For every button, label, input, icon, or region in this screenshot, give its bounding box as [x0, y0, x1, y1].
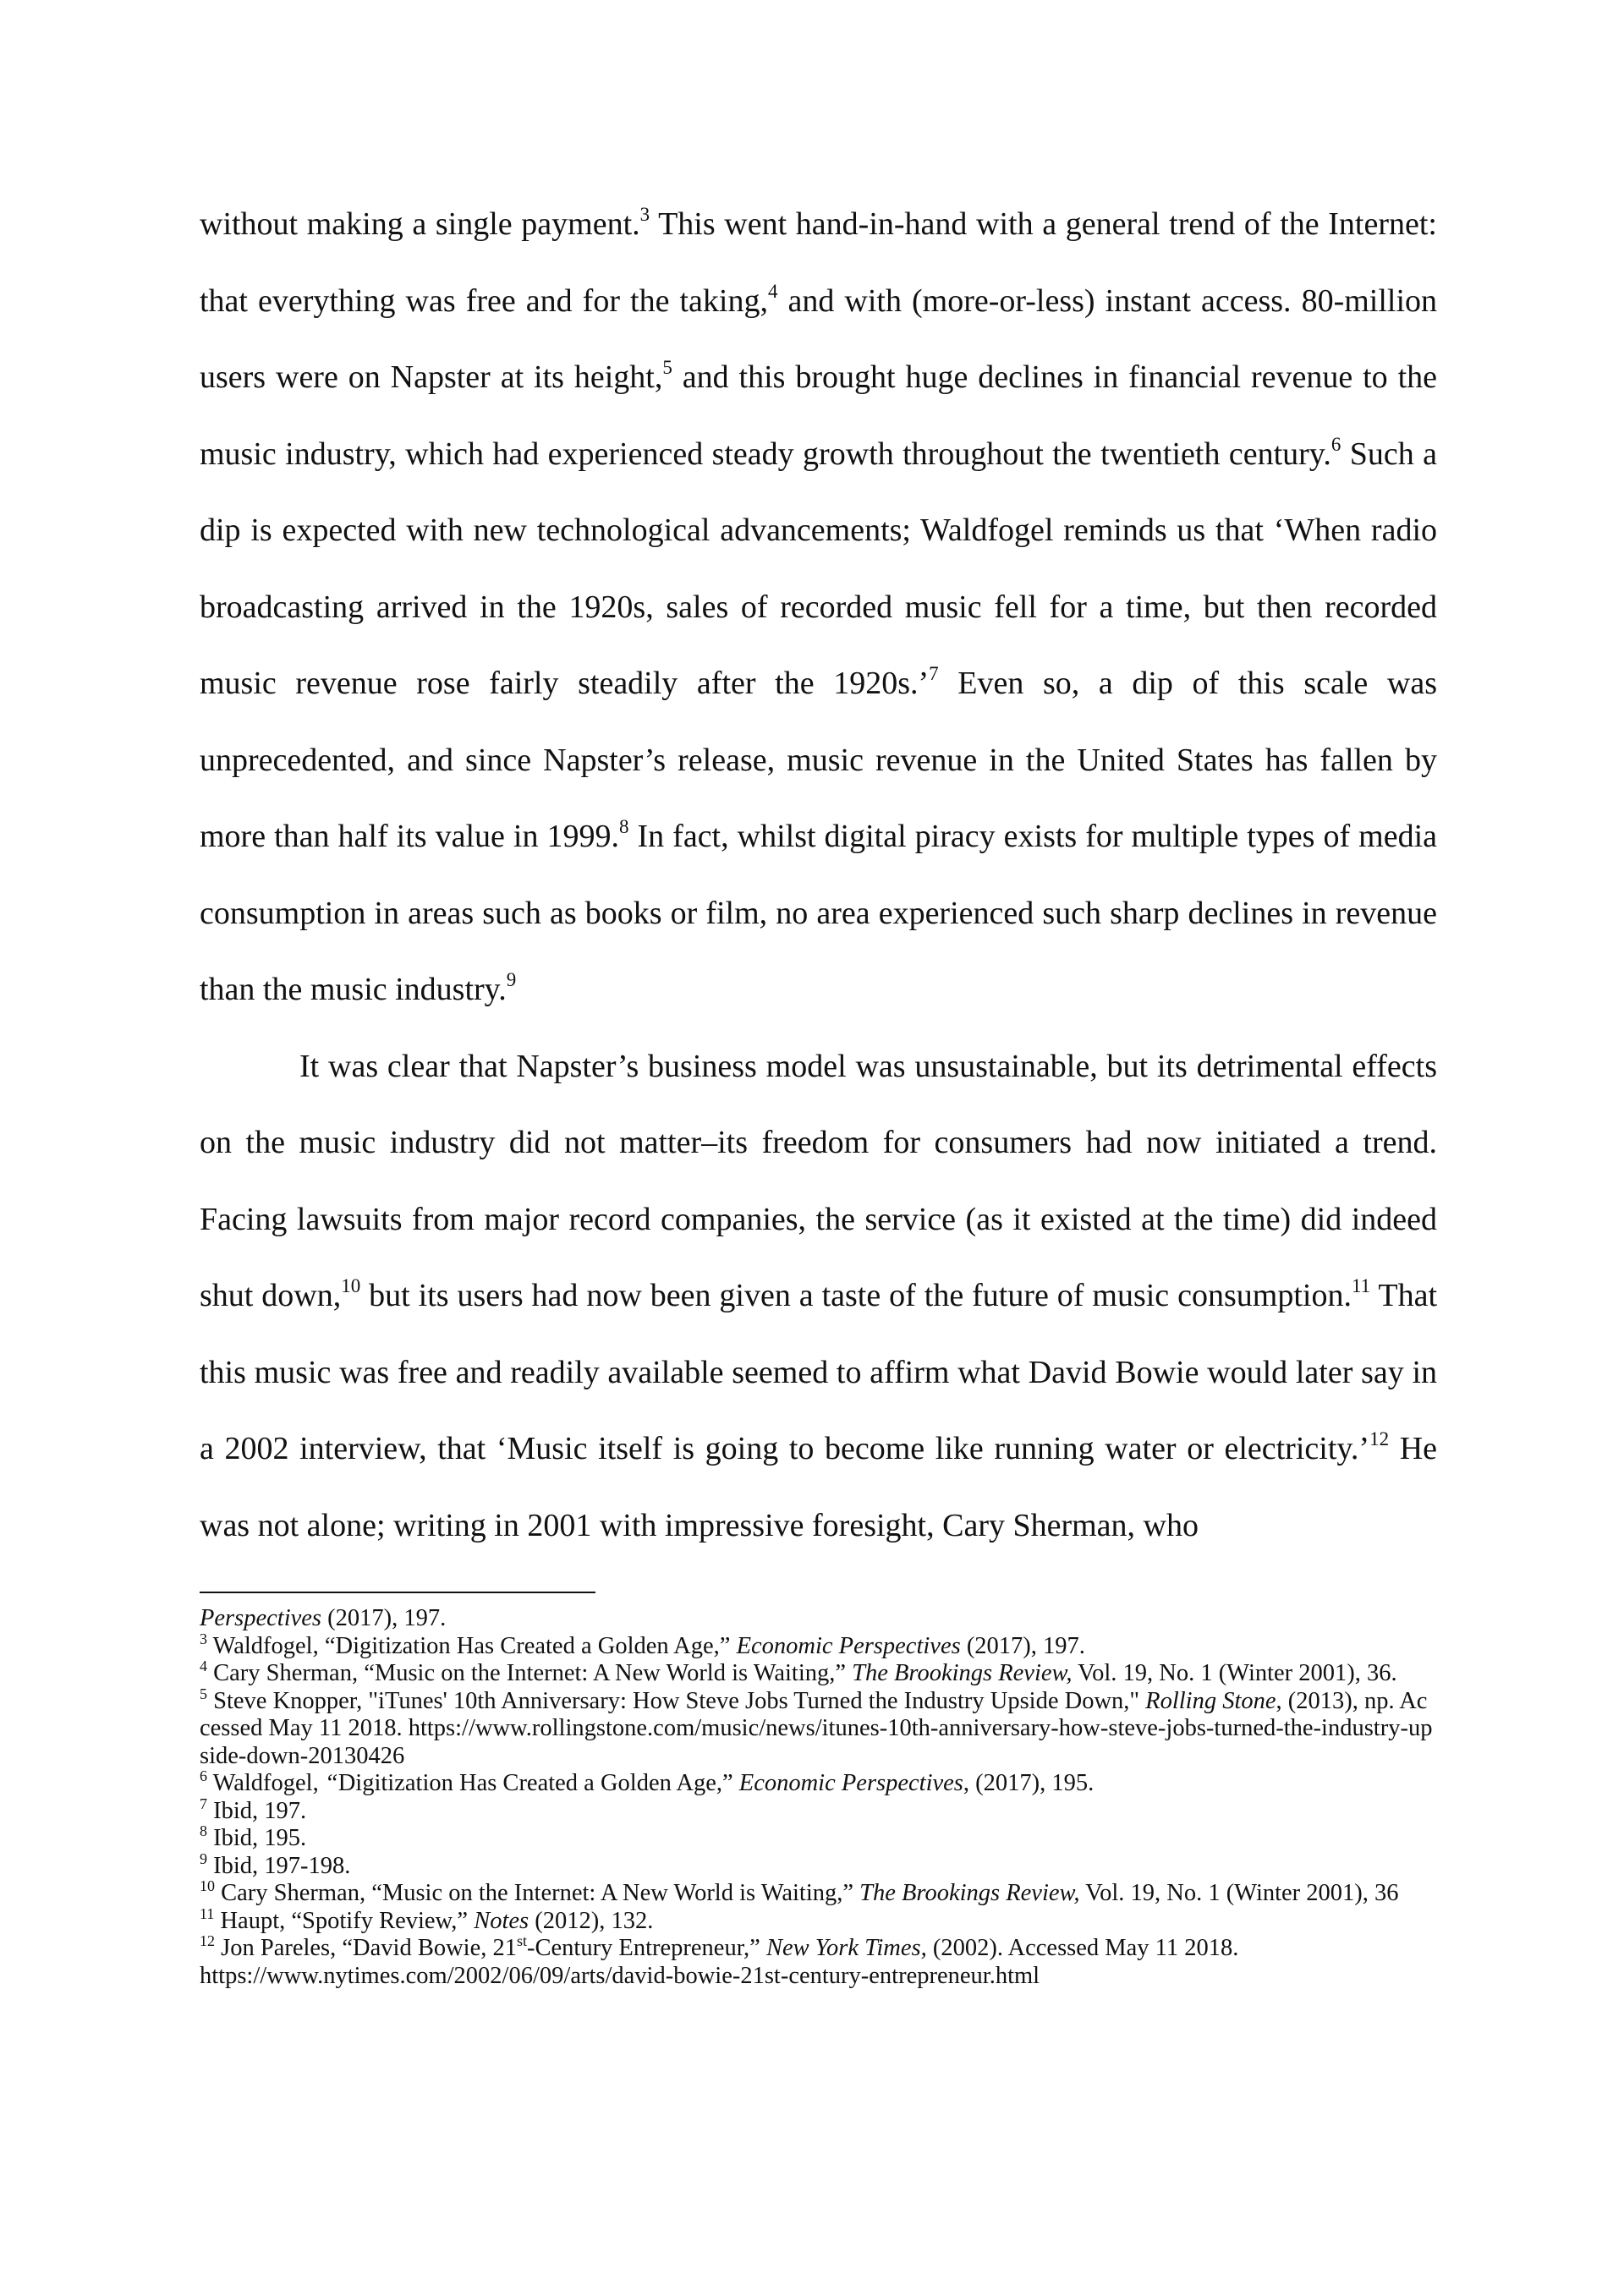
footnote-number: 11	[200, 1904, 215, 1922]
paragraph-1	[200, 186, 1437, 1028]
footnote-11	[200, 1904, 1437, 1936]
footnote-10	[200, 1877, 1437, 1908]
footnote-9	[200, 1849, 1437, 1881]
footnote-ref-4: 4	[767, 280, 778, 302]
footnote-number: 7	[200, 1795, 207, 1812]
text-run: Jon Pareles, “David Bowie, 21	[215, 1935, 517, 1961]
text-run: Steve Knopper, "iTunes' 10th Anniversary: How Steve Jobs Turned the Industry Upside Down,"	[207, 1687, 1146, 1714]
footnote-number: 4	[200, 1658, 207, 1674]
footnote-5	[200, 1685, 1437, 1771]
text-run: Vol. 19, No. 1 (Winter 2001), 36	[1079, 1880, 1399, 1906]
italic-title: The Brookings Review,	[859, 1880, 1080, 1906]
italic-title: Economic Perspectives	[738, 1770, 963, 1796]
ordinal-suffix: st	[516, 1932, 527, 1949]
footnote-8	[200, 1822, 1437, 1853]
footnote-ref-7: 7	[929, 663, 939, 684]
text-run: (2017), 197.	[321, 1605, 447, 1631]
text-run: Ibid, 197.	[207, 1797, 307, 1824]
italic-title: Perspectives	[200, 1605, 322, 1631]
footnote-ref-3: 3	[639, 204, 650, 225]
footnote-ref-11: 11	[1351, 1275, 1371, 1296]
text-run: without making a single payment.	[200, 206, 640, 242]
text-run: Even so, a dip of this scale was unprecedented, and since Napster’s release, music revenue in the United States has fallen by more than half its value in 1999.	[200, 666, 1438, 854]
text-run: and this brought huge declines in financial revenue to the music industry, which had experienced steady growth throughout the twentieth century.	[200, 359, 1437, 472]
text-run: and with (more-or-less) instant access. 80-million users were on Napster at its height,	[200, 282, 1438, 395]
text-run: Cary Sherman, “Music on the Internet: A New World is Waiting,”	[215, 1880, 860, 1906]
text-run: He was not alone; writing in 2001 with impressive foresight, Cary Sherman, who	[200, 1431, 1438, 1543]
italic-quote: “	[324, 1770, 338, 1796]
italic-title: The Brookings Review,	[852, 1660, 1073, 1686]
footnote-number: 8	[200, 1822, 207, 1839]
text-run: (2012), 132.	[529, 1907, 654, 1934]
text-run: That this music was free and readily available seemed to affirm what David Bowie would later say in a 2002 interview, that ‘Music itself is going to become like running water or electricity.’	[200, 1278, 1437, 1466]
footnote-ref-6: 6	[1330, 433, 1341, 455]
text-run: Digitization Has Created a Golden Age,”	[337, 1770, 739, 1796]
footnote-number: 9	[200, 1849, 207, 1867]
footnote-number: 10	[200, 1877, 215, 1894]
text-run: In fact, whilst digital piracy exists for multiple types of media consumption in areas such as books or film, no area experienced such sharp declines in revenue than the music industry.	[200, 819, 1437, 1007]
footnote-3	[200, 1630, 1437, 1661]
text-run: Such a dip is expected with new technological advancements; Waldfogel reminds us that ‘When radio broadcasting arrived in the 1920s, sales of recorded music fell for a time, but then recorded music revenue rose fairly steadily after the 1920s.’	[200, 436, 1437, 701]
italic-title: Rolling Stone	[1145, 1687, 1276, 1714]
footnote-7	[200, 1795, 1437, 1826]
text-run: -Century Entrepreneur,”	[527, 1935, 766, 1961]
url-text: https://www.nytimes.com/2002/06/09/arts/david-bowie-21st-century-entrepreneur.html	[200, 1962, 1040, 1989]
footnote-number: 12	[200, 1932, 215, 1949]
text-run: Vol. 19, No. 1 (Winter 2001), 36.	[1072, 1660, 1397, 1686]
italic-title: Notes	[474, 1907, 529, 1934]
footnote-ref-10: 10	[341, 1275, 361, 1296]
italic-title: New York Times,	[765, 1935, 927, 1961]
footnote-number: 3	[200, 1630, 207, 1647]
footnote-number: 5	[200, 1685, 207, 1702]
footnote-ref-5: 5	[662, 357, 672, 378]
text-run: , (2017), 195.	[963, 1770, 1095, 1796]
footnote-separator	[200, 1592, 595, 1593]
text-run: Ibid, 197-198.	[207, 1852, 351, 1879]
body-text	[200, 186, 1437, 1564]
footnote-6	[200, 1767, 1437, 1798]
text-run: but its users had now been given a taste of the future of music consumption.	[360, 1278, 1352, 1313]
text-run: (2002). Accessed May 11 2018.	[926, 1935, 1239, 1961]
footnote-ref-12: 12	[1369, 1428, 1390, 1449]
text-run: This went hand-in-hand with a general trend of the Internet: that everything was free and for the taking,	[200, 206, 1437, 319]
footnotes	[200, 1605, 1437, 1990]
paragraph-2	[200, 1028, 1437, 1564]
text-run: (2017), 197.	[960, 1632, 1085, 1659]
text-run: It was clear that Napster’s business model was unsustainable, but its detrimental effects on the music industry did not matter–its freedom for consumers had now initiated a trend. Facing lawsuits from major record companies, the service (as it existed at the time) did indeed shut down,	[200, 1048, 1437, 1313]
footnote-ref-8: 8	[618, 816, 629, 837]
text-run: Cary Sherman, “Music on the Internet: A New World is Waiting,”	[207, 1660, 853, 1686]
footnote-12	[200, 1932, 1437, 1990]
text-run: Waldfogel, “Digitization Has Created a Golden Age,”	[207, 1632, 737, 1659]
italic-title: Economic Perspectives	[736, 1632, 961, 1659]
footnote-ref-9: 9	[506, 969, 517, 990]
text-run: , (2013), np. Accessed May 11 2018. https://www.rollingstone.com/music/news/itunes-10th-anniversary-how-steve-jobs-turned-the-industry-upside-down-20130426	[200, 1687, 1433, 1769]
footnote-4	[200, 1660, 1437, 1688]
footnote-number: 6	[200, 1767, 207, 1784]
text-run: Waldfogel,	[207, 1770, 325, 1796]
text-run: Haupt, “Spotify Review,”	[214, 1907, 475, 1934]
footnote-continuation	[200, 1605, 1437, 1633]
text-run: Ibid, 195.	[207, 1825, 307, 1851]
